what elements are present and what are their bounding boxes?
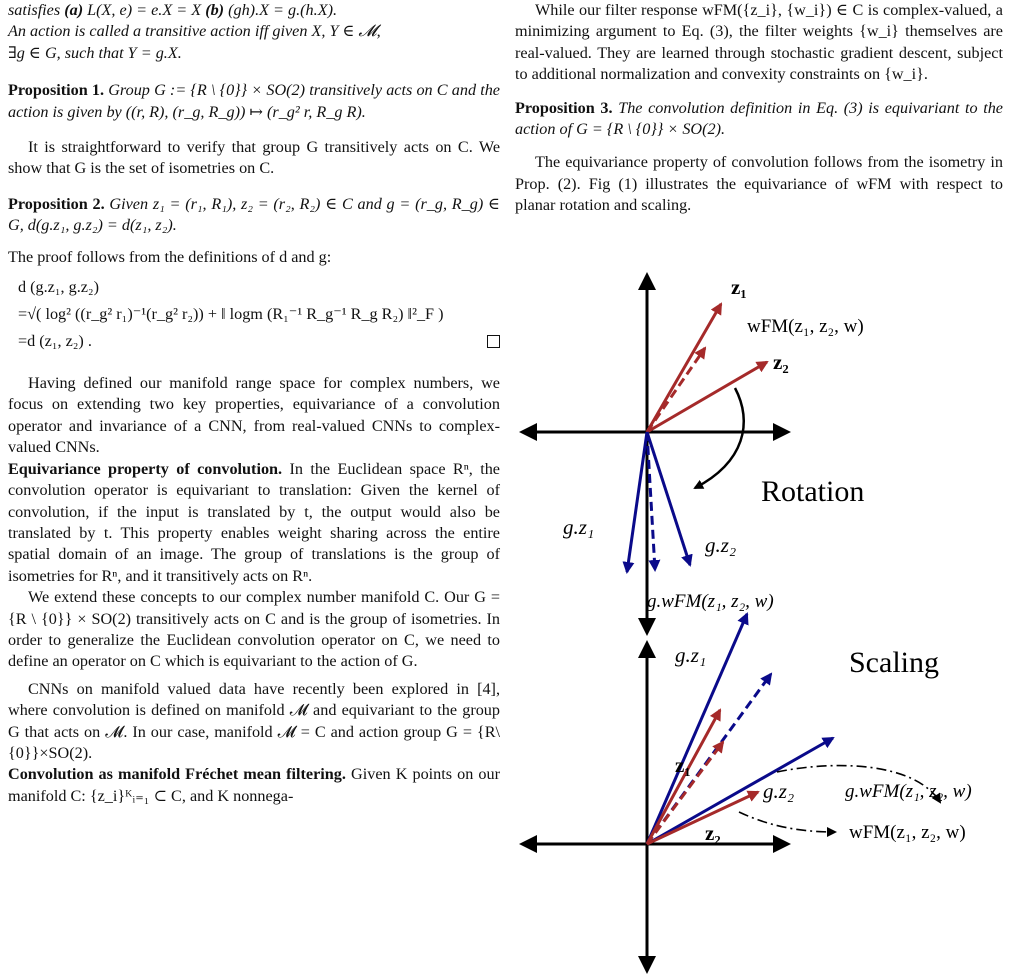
paragraph-filter-response: While our filter response wFM({z_i}, {w_i}) ∈ C is complex-valued, a minimizing argument to Eq. (3), the filter weights {w_i} themselves are real-valued. They are learned through stochastic gradient descent, subject to additional normalization and convexity constraints on {w_i}.: [515, 1, 1003, 84]
paragraph-extend: We extend these concepts to our complex number manifold C. Our G = {R \ {0}} × SO(2) transitively acts on C and is the group of isometries. In order to generalize the Euclidean convolution operator on C, we need to define an operator on C which is equivariant to the action of G.: [8, 588, 500, 671]
proposition-3: Proposition 3. The convolution definition in Eq. (3) is equivariant to the action of G = {R \ {0}} × SO(2).: [515, 98, 1003, 139]
proposition-1: Proposition 1. Group G := {R \ {0}} × SO(2) transitively acts on C and the action is given by ((r, R), (r_g, R_g)) ↦ (r_g² r, R_g R).: [8, 81, 500, 121]
equation-line-3: =d (z₁, z₂) .: [18, 328, 500, 355]
equivariance-figure: [515, 262, 1010, 977]
wfm-vector: [647, 348, 705, 432]
paragraph-transitive: It is straightforward to verify that group G transitively acts on C. We show that G is the set of isometries on C.: [8, 138, 500, 178]
rotation-panel-labels: [563, 275, 864, 612]
definition-tail: satisfies (a) L(X, e) = e.X = X (b) (gh).X = g.(h.X). An action is called a transitive action iff given X, Y ∈ 𝓜, ∃g ∈ G, such that Y = g.X.: [8, 1, 381, 62]
qed-square: [487, 335, 500, 348]
label-wfm: wFM(z₁, z₂, w): [747, 316, 864, 337]
label-z1: z₁: [731, 275, 747, 299]
paragraph-equivariance-intro: Having defined our manifold range space for complex numbers, we focus on extending two key properties, equivariance of a convolution operator and invariance of a CNN, from real-valued CNNs to complex-valued CNNs.: [8, 374, 500, 457]
label-scaling: Scaling: [849, 646, 939, 679]
label-scaled-wfm: wFM(z₁, z₂, w): [849, 822, 966, 843]
paragraph-manifold-cnn: CNNs on manifold valued data have recently been explored in [4], where convolution is defined on manifold 𝓜 and equivariant to the group G that acts on 𝓜. In our case, manifold 𝓜 = C and action group G = {R\{0}}×SO(2).: [8, 679, 500, 762]
label-scaled-gz2: g.z₂: [763, 779, 795, 803]
scaling-arrow-wfm: [739, 812, 835, 832]
label-gz1: g.z₁: [563, 515, 595, 539]
label-rotation: Rotation: [761, 475, 865, 508]
label-scaled-gz1: g.z₁: [675, 643, 707, 667]
label-gz2: g.z₂: [705, 533, 737, 557]
label-scaled-z1: z₁: [675, 753, 691, 777]
label-scaled-gwfm: g.wFM(z₁, z₂, w): [845, 781, 972, 802]
right-column: [515, 0, 1003, 217]
proof-equation: [18, 274, 500, 355]
paragraph-isometry: The equivariance property of convolution follows from the isometry in Prop. (2). Fig (1) illustrates the equivariance of wFM with respect to planar rotation and scaling.: [515, 153, 1003, 215]
label-scaled-z2: z₂: [705, 821, 721, 845]
proposition-2: Proposition 2. Given z₁ = (r₁, R₁), z₂ = (r₂, R₂) ∈ C and g = (r_g, R_g) ∈ G, d(g.z₁, g.z₂) = d(z₁, z₂).: [8, 194, 500, 235]
paragraph-convolution-fm: Convolution as manifold Fréchet mean filtering. Given K points on our manifold C: {z_i}ᴷᵢ₌₁ ⊂ C, and K nonnega-: [8, 765, 500, 805]
scaling-panel-axes: [519, 640, 791, 974]
gz1-vector: [627, 432, 647, 572]
equation-line-1: d (g.z₁, g.z₂): [18, 278, 99, 297]
z2-vector: [647, 362, 767, 432]
label-z2: z₂: [773, 350, 789, 374]
scaled-z2-vector: [647, 792, 758, 844]
label-gwfm: g.wFM(z₁, z₂, w): [647, 591, 774, 612]
equation-line-2: =√( log² ((r_g² r₁)⁻¹(r_g² r₂)) + ‖ logm (R₁⁻¹ R_g⁻¹ R_g R₂) ‖²_F ): [18, 305, 444, 324]
paragraph-equivariance-property: Equivariance property of convolution. In the Euclidean space Rⁿ, the convolution operator is equivariant to translation: Given the kernel of convolution, if the input is translated by t, the output would also be translated by t. This property enables weight sharing across the entire spatial domain of an image. The group of translations is the group of isometries for Rⁿ, and it transitively acts on Rⁿ.: [8, 459, 500, 585]
proof-intro: The proof follows from the definitions of d and g:: [8, 247, 332, 266]
rotation-arc-arrow: [695, 388, 744, 488]
z1-vector: [647, 304, 721, 432]
left-column: [8, 0, 500, 807]
